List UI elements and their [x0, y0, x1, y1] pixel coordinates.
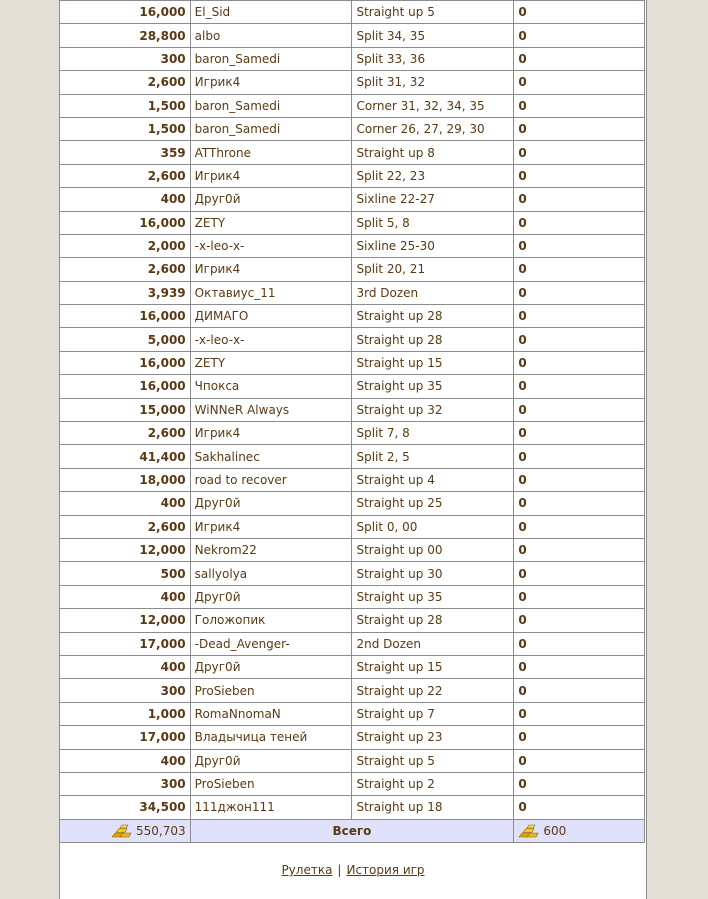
- table-row: [60, 258, 645, 281]
- bet-type: 3rd Dozen: [352, 281, 514, 304]
- bet-type: Straight up 28: [352, 609, 514, 632]
- bet-amount: 400: [60, 585, 191, 608]
- bet-amount: 17,000: [60, 632, 191, 655]
- bet-amount: 500: [60, 562, 191, 585]
- table-row: [60, 538, 645, 561]
- table-row: [60, 445, 645, 468]
- bet-amount: 16,000: [60, 211, 191, 234]
- player-name: Игрик4: [190, 71, 352, 94]
- table-row: [60, 305, 645, 328]
- table-row: [60, 1, 645, 24]
- table-row: [60, 398, 645, 421]
- player-name: Владычица теней: [190, 726, 352, 749]
- bet-type: Straight up 5: [352, 1, 514, 24]
- bet-amount: 3,939: [60, 281, 191, 304]
- total-label: Всего: [190, 819, 514, 842]
- bet-type: Split 7, 8: [352, 422, 514, 445]
- table-row: [60, 328, 645, 351]
- bet-type: Straight up 23: [352, 726, 514, 749]
- bet-type: Sixline 25-30: [352, 234, 514, 257]
- win-amount: 0: [514, 328, 645, 351]
- player-name: albo: [190, 24, 352, 47]
- win-amount: 0: [514, 305, 645, 328]
- table-row: [60, 211, 645, 234]
- player-name: baron_Samedi: [190, 47, 352, 70]
- total-amount-cell: [60, 819, 191, 842]
- player-name: ZETY: [190, 211, 352, 234]
- bet-type: Corner 26, 27, 29, 30: [352, 117, 514, 140]
- player-name: Игрик4: [190, 422, 352, 445]
- win-amount: 0: [514, 164, 645, 187]
- player-name: RomaNnomaN: [190, 702, 352, 725]
- table-row: [60, 117, 645, 140]
- bet-amount: 15,000: [60, 398, 191, 421]
- win-amount: 0: [514, 375, 645, 398]
- bet-type: Split 34, 35: [352, 24, 514, 47]
- bet-amount: 1,000: [60, 702, 191, 725]
- bet-type: Split 2, 5: [352, 445, 514, 468]
- bet-type: 2nd Dozen: [352, 632, 514, 655]
- bet-type: Split 31, 32: [352, 71, 514, 94]
- win-amount: 0: [514, 726, 645, 749]
- win-amount: 0: [514, 796, 645, 819]
- total-win: 600: [543, 823, 567, 838]
- table-row: [60, 562, 645, 585]
- bet-amount: 1,500: [60, 94, 191, 117]
- bet-amount: 16,000: [60, 305, 191, 328]
- win-amount: 0: [514, 609, 645, 632]
- bet-type: Straight up 35: [352, 585, 514, 608]
- win-amount: 0: [514, 47, 645, 70]
- total-amount: 550,703: [136, 823, 186, 838]
- table-row: [60, 749, 645, 772]
- win-amount: 0: [514, 772, 645, 795]
- bet-type: Straight up 28: [352, 328, 514, 351]
- table-row: [60, 94, 645, 117]
- table-row: [60, 772, 645, 795]
- bet-amount: 400: [60, 749, 191, 772]
- win-amount: 0: [514, 702, 645, 725]
- table-row: [60, 609, 645, 632]
- win-amount: 0: [514, 585, 645, 608]
- bets-table-body: [60, 1, 645, 843]
- player-name: road to recover: [190, 468, 352, 491]
- bet-type: Straight up 35: [352, 375, 514, 398]
- bet-amount: 12,000: [60, 609, 191, 632]
- footer-separator: |: [337, 863, 342, 878]
- bet-type: Sixline 22-27: [352, 188, 514, 211]
- win-amount: 0: [514, 281, 645, 304]
- table-row: [60, 585, 645, 608]
- win-amount: 0: [514, 655, 645, 678]
- win-amount: 0: [514, 492, 645, 515]
- gold-bars-icon: [518, 824, 540, 838]
- table-row: [60, 679, 645, 702]
- bet-type: Straight up 8: [352, 141, 514, 164]
- bet-type: Straight up 00: [352, 538, 514, 561]
- win-amount: 0: [514, 211, 645, 234]
- table-row: [60, 71, 645, 94]
- bet-type: Split 33, 36: [352, 47, 514, 70]
- player-name: Игрик4: [190, 164, 352, 187]
- win-amount: 0: [514, 188, 645, 211]
- bet-type: Straight up 25: [352, 492, 514, 515]
- table-row: [60, 632, 645, 655]
- player-name: Друг0й: [190, 492, 352, 515]
- win-amount: 0: [514, 562, 645, 585]
- gold-bars-icon: [111, 824, 133, 838]
- bet-type: Straight up 7: [352, 702, 514, 725]
- bet-amount: 400: [60, 655, 191, 678]
- win-amount: 0: [514, 94, 645, 117]
- bet-type: Straight up 28: [352, 305, 514, 328]
- bet-amount: 16,000: [60, 375, 191, 398]
- bet-amount: 359: [60, 141, 191, 164]
- win-amount: 0: [514, 515, 645, 538]
- table-row: [60, 702, 645, 725]
- bet-type: Straight up 18: [352, 796, 514, 819]
- table-row: [60, 375, 645, 398]
- player-name: Игрик4: [190, 258, 352, 281]
- bet-amount: 18,000: [60, 468, 191, 491]
- table-row: [60, 796, 645, 819]
- table-row: [60, 422, 645, 445]
- win-amount: 0: [514, 117, 645, 140]
- table-row: [60, 47, 645, 70]
- win-amount: 0: [514, 445, 645, 468]
- bet-amount: 12,000: [60, 538, 191, 561]
- player-name: ProSieben: [190, 772, 352, 795]
- bet-amount: 16,000: [60, 351, 191, 374]
- bet-amount: 2,600: [60, 71, 191, 94]
- bet-amount: 300: [60, 679, 191, 702]
- bet-amount: 400: [60, 188, 191, 211]
- player-name: -x-leo-x-: [190, 328, 352, 351]
- win-amount: 0: [514, 71, 645, 94]
- player-name: Друг0й: [190, 585, 352, 608]
- bet-amount: 5,000: [60, 328, 191, 351]
- bet-amount: 1,500: [60, 117, 191, 140]
- table-row: [60, 141, 645, 164]
- bets-table: [59, 0, 645, 843]
- bet-type: Straight up 4: [352, 468, 514, 491]
- bet-type: Straight up 22: [352, 679, 514, 702]
- player-name: sallyolya: [190, 562, 352, 585]
- player-name: baron_Samedi: [190, 117, 352, 140]
- player-name: Друг0й: [190, 749, 352, 772]
- win-amount: 0: [514, 234, 645, 257]
- player-name: ATThrone: [190, 141, 352, 164]
- player-name: Голожопик: [190, 609, 352, 632]
- player-name: -Dead_Avenger-: [190, 632, 352, 655]
- bet-type: Corner 31, 32, 34, 35: [352, 94, 514, 117]
- table-row: [60, 188, 645, 211]
- bet-type: Split 20, 21: [352, 258, 514, 281]
- player-name: ProSieben: [190, 679, 352, 702]
- bet-amount: 300: [60, 772, 191, 795]
- win-amount: 0: [514, 141, 645, 164]
- bet-amount: 2,600: [60, 515, 191, 538]
- win-amount: 0: [514, 258, 645, 281]
- player-name: Октавиус_11: [190, 281, 352, 304]
- win-amount: 0: [514, 351, 645, 374]
- win-amount: 0: [514, 679, 645, 702]
- bet-amount: 34,500: [60, 796, 191, 819]
- bet-amount: 41,400: [60, 445, 191, 468]
- bet-type: Split 22, 23: [352, 164, 514, 187]
- bet-type: Straight up 15: [352, 351, 514, 374]
- bet-amount: 16,000: [60, 1, 191, 24]
- player-name: -x-leo-x-: [190, 234, 352, 257]
- win-amount: 0: [514, 398, 645, 421]
- roulette-link[interactable]: Рулетка: [281, 863, 333, 878]
- table-row: [60, 492, 645, 515]
- table-row: [60, 351, 645, 374]
- win-amount: 0: [514, 468, 645, 491]
- win-amount: 0: [514, 632, 645, 655]
- bet-amount: 2,600: [60, 258, 191, 281]
- player-name: Друг0й: [190, 188, 352, 211]
- player-name: Друг0й: [190, 655, 352, 678]
- win-amount: 0: [514, 749, 645, 772]
- player-name: Nekrom22: [190, 538, 352, 561]
- table-row: [60, 726, 645, 749]
- table-row: [60, 281, 645, 304]
- bet-type: Straight up 2: [352, 772, 514, 795]
- bet-amount: 2,600: [60, 422, 191, 445]
- win-amount: 0: [514, 422, 645, 445]
- bet-type: Split 0, 00: [352, 515, 514, 538]
- table-row: [60, 164, 645, 187]
- win-amount: 0: [514, 1, 645, 24]
- bet-type: Straight up 30: [352, 562, 514, 585]
- player-name: WiNNeR Always: [190, 398, 352, 421]
- win-amount: 0: [514, 538, 645, 561]
- bet-amount: 17,000: [60, 726, 191, 749]
- bet-amount: 28,800: [60, 24, 191, 47]
- bet-type: Straight up 5: [352, 749, 514, 772]
- footer-links: [60, 863, 646, 877]
- player-name: ZETY: [190, 351, 352, 374]
- player-name: baron_Samedi: [190, 94, 352, 117]
- bet-amount: 2,600: [60, 164, 191, 187]
- player-name: El_Sid: [190, 1, 352, 24]
- table-row: [60, 234, 645, 257]
- player-name: Игрик4: [190, 515, 352, 538]
- table-row: [60, 468, 645, 491]
- player-name: Чпокса: [190, 375, 352, 398]
- table-row: [60, 24, 645, 47]
- win-amount: 0: [514, 24, 645, 47]
- bet-amount: 300: [60, 47, 191, 70]
- table-row: [60, 515, 645, 538]
- player-name: ДИМАГО: [190, 305, 352, 328]
- total-row: [60, 819, 645, 842]
- player-name: Sakhalinec: [190, 445, 352, 468]
- game-history-link[interactable]: История игр: [346, 863, 425, 878]
- bets-panel: [59, 0, 647, 899]
- bet-type: Straight up 15: [352, 655, 514, 678]
- bet-amount: 2,000: [60, 234, 191, 257]
- total-win-cell: [514, 819, 645, 842]
- player-name: 111джон111: [190, 796, 352, 819]
- table-row: [60, 655, 645, 678]
- bet-amount: 400: [60, 492, 191, 515]
- bet-type: Split 5, 8: [352, 211, 514, 234]
- bet-type: Straight up 32: [352, 398, 514, 421]
